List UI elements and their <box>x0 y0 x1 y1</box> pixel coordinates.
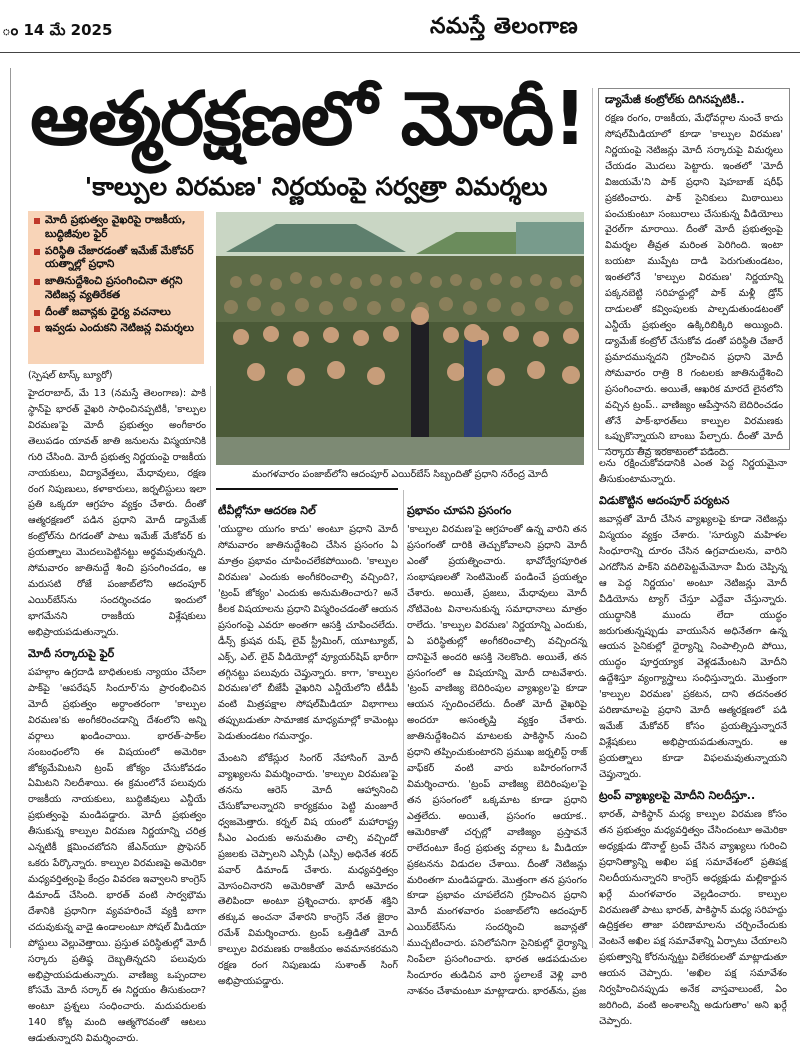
section-heading: ప్రభావం చూపని ప్రసంగం <box>407 504 512 517</box>
paragraph: హైదరాబాద్, మే 13 (నమస్తే తెలంగాణ): పాకి స్థాన్‌పై భారత్ వైఖరి సాధించినప్పటికీ, 'కాల్పుల విరమణ'పై మోదీ ప్రభుత్వం అంగీకారం తెలుపడం యావత్ జాతి జనులను విస్మయానికి గురి చేసింది. మోదీ ప్రభుత్వ నిర్ణయంపై రాజకీయ నాయకులు, విద్యావేత్తలు, మేధావులు, రక్షణ రంగ నిపుణులు, కళాకారులు, జర్నలిస్టులు ఇలా ప్రతి ఒక్కరూ ఆగ్రహం వ్యక్తం చేశారు. దీంతో ఆత్మరక్షణలో పడిన ప్రధాని మోదీ డ్యామేజ్ కంట్రోల్‌ను దిగడంతో పాటు ఇమేజ్ మేకోవర్ కు ప్రయత్నాలు మొదలుపెట్టినట్టు అర్థమవుతున్నది. సోమవారం జాతినుద్దే శించి ప్రసంగించడం, ఆ మరుసటి రోజే పంజాబ్‌లోని ఆదంపూర్ ఎయిర్‌బేస్‌ను సందర్శించడం ఇందులో భాగమేనని రాజకీయ విశ్లేషకులు అభిప్రాయపడుతున్నారు. <box>28 388 206 638</box>
photo-caption: మంగళవారం పంజాబ్‌లోని ఆదంపూర్ ఎయిర్‌బేస్ సిబ్బందితో ప్రధాని నరేంద్ర మోదీ <box>216 465 584 485</box>
highlights-box <box>28 211 204 364</box>
article-column-b <box>218 498 398 991</box>
main-headline: ఆత్మరక్షణలో మోదీ! <box>30 76 586 162</box>
paragraph: భారత్, పాకిస్థాన్ మధ్య కాల్పుల విరమణ కోసం తన ప్రభుత్వం మధ్యవర్తిత్వం చేసిందంటూ అమెరికా అధ్యక్షుడు డొనాల్డ్ ట్రంప్ చేసిన వ్యాఖ్యలు గురించి ప్రధానిత్యాన్ని అఖిల పక్ష సమావేశంలో ప్రతిపక్ష నిలదీయనున్నారని కాంగ్రెస్ అధ్యక్షుడు మల్లికార్జున ఖర్గే మంగళవారం వెల్లడించారు. కాల్పుల విరమణతో పాటు భారత్, పాకిస్థాన్ మధ్య సరిహద్దు ఉద్రిక్తతల తాజా పరిణామాలను చర్చించేందుకు వెంటనే అఖిల పక్ష సమావేశాన్ని ఏర్పాటు చేయాలని ప్రభుత్వాన్ని కోరనున్నట్టు విలేకరులతో మాట్లాడుతూ ఆయన చెప్పారు. 'అఖిల పక్ష సమావేశం నిర్వహించినప్పుడు అనేక వాస్తవాలుంటే, ఏం జరిగింది, వంటి అంశాలన్నీ అడుగుతాం' అని ఖర్గే చెప్పారు. <box>599 809 787 1027</box>
paragraph: పహల్గాం ఉగ్రదాడి బాధితులకు న్యాయం చేసేలా పాక్‌పై 'ఆపరేషన్ సిందూర్'ను ప్రారంభించిన మోదీ ప్రభుత్వం అర్ధాంతరంగా 'కాల్పుల విరమణ'కు అంగీకరించడాన్ని దేశంలోని అన్ని వర్గాలు ఖండించాయి. భారత్-పాక్‌ల సంబంధంలోని ఈ విషయంలో అమెరికా జోక్యమేమిటని ట్రంప్ జోక్యం చేసుకోవడం ఏమిటని నిలదీశాయి. ఈ క్రమంలోనే పలువురు రాజకీయ నాయకులు, బుద్ధిజీవులు ఎన్డీయే ప్రభుత్వంపై మండిపడ్డారు. మోదీ ప్రభుత్వం తీసుకున్న కాల్పుల విరమణ నిర్ణయాన్ని చరిత్ర ఎన్నటికీ క్షమించబోదని జేఎన్‌యూ ప్రొఫెసర్ ఒకరు పేర్కొన్నారు. కాల్పుల విరమణపై అమెరికా మధ్యవర్తిత్వంపై కేంద్రం వివరణ ఇవ్వాలని కాంగ్రెస్ డిమాండ్ చేసింది. భారత్ వంటి సార్వభౌమ దేశానికి ప్రధానిగా వ్యవహరించే వ్యక్తి బాగా చదువుకున్న వాడై ఉండాలంటూ సోషల్ మీడియా పోస్టులు వెల్లువెత్తాయి. ప్రస్తుత పరిస్థితుల్లో మోదీ సర్కారు ప్రతిష్ఠ దెబ్బతిన్నదని పలువురు అభిప్రాయపడుతున్నారు. వాణిజ్య ఒప్పందాల కోసమే మోదీ సర్కార్ ఈ నిర్ణయం తీసుకుందా? అంటూ ప్రశ్నలు సంధించారు. మదుపరులకు 140 కోట్ల మంది ఆత్మగౌరవంతో ఆటలు ఆడుతున్నారని విమర్శించారు. <box>28 667 207 1045</box>
paragraph: 'యుద్ధాల యుగం కాదు' అంటూ ప్రధాని మోదీ సోమవారం జాతినుద్దేశించి చేసిన ప్రసంగం ఏ మాత్రం ప్రభావం చూపించలేకపోయింది. 'కాల్పుల విరమణ' ఎందుకు అంగీకరించాల్సి వచ్చింది?, 'ట్రంప్ జోక్యం' ఎందుకు అనుమతించారు? అనే కీలక విషయాలను ప్రధాని విస్మరించడంతో ఆయన ప్రసంగంపై ఎవరూ అంతగా ఆసక్తి చూపించలేదు. డీన్స్ క్రుషవ రుష్, లైవ్ స్ట్రీమింగ్, యూట్యూబ్, ఎక్స్, ఎల్. లైవ్ వీడియోల్లో వ్యూయర్‌షిప్ భారీగా తగ్గినట్టు పలువురు చెప్తున్నారు. కాగా, 'కాల్పుల విరమణ'లో బీజేపీ వైఖరిని ఎన్డీయేలోని టీడీపీ వంటి మిత్రపక్షాల సోషల్‌మీడియా విభాగాలు తప్పుబడుతూ సామాజిక మాధ్యమాల్లో కామెంట్లు పెడుతుండటం గమనార్హం. <box>218 524 398 743</box>
news-photo <box>216 212 584 465</box>
newspaper-masthead: నమస్తే తెలంగాణ <box>430 14 579 39</box>
paragraph: రక్షణ రంగం, రాజకీయ, మేధోవర్గాల నుంచే కాదు సోషల్‌మీడియాలో కూడా 'కాల్పుల విరమణ' నిర్ణయంపై నెటిజన్లు మోదీ సర్కారుపై విమర్శలు చేయడం మొదలు పెట్టారు. ఇంతలో 'మోదీ విజయమే'ని పాక్ ప్రధాని షెహబాజ్ షరీఫ్ ప్రకటించారు. పాక్ సైనికులు మిఠాయిలు పంచుకుంటూ సంబురాలు చేసుకున్న వీడియోలు వైరల్‌గా మారాయి. దీంతో మోదీ ప్రభుత్వంపై విమర్శల తీవ్రత మరింత పెరిగింది. ఇంటా బయటా ముప్పేట దాడి పెరుగుతుండటం, ఇంతలోనే 'కాల్పుల విరమణ' నిర్ణయాన్ని పక్కనబెట్టి సరిహద్దుల్లో పాక్ మళ్లీ డ్రోన్ దాడులతో కవ్వింపులకు పాల్పడుతుండటంతో ఎన్డీయే ప్రభుత్వం ఉక్కిరిబిక్కిరి అయ్యింది. డ్యామేజ్ కంట్రోల్ చేసుకోవ డంతో పరిస్థితి చేజారే ప్రమాదమున్నదని గ్రహించిన ప్రధాని మోదీ సోమవారం రాత్రి 8 గంటలకు జాతినుద్దేశించి ప్రసంగించారు. అయితే, ఆఖరిక మారదే లైనలోని వచ్చిన ట్రంప్.. వాణిజ్యం ఆపేస్తానని బెదిరించడం తోనే పాక్-భారత్‌లు కాల్పుల విరమణకు ఒప్పుకొన్నాయని బాంబు పేల్చారు. దీంతో మోదీ సర్కారు తీవ్ర ఇరకాటంలో పడింది. <box>605 113 783 459</box>
article-column-c <box>407 498 587 1001</box>
section-heading: ట్రంప్ వ్యాఖ్యలపై మోదీని నిలదీస్తూ.. <box>599 788 756 802</box>
paragraph: లను రక్షించుకోవడానికి ఎంత పెద్ద నిర్ణయమైనా తీసుకుంటామన్నారు. <box>599 458 787 485</box>
highlight-item: మోదీ ప్రభుత్వం వైఖరిపై రాజకీయ, బుద్ధిజీవుల ఫైర్ <box>34 214 198 242</box>
paragraph: మేంటని బోకేస్లుర సింగర్ నేహాసింగ్ మోదీ వ్యాఖ్యలను విమర్శించారు. 'కాల్పుల విరమణ'పై తనను ఆరెస్ మోదీ ఆహ్వానించి చేసుకోవాలన్నారని కార్యక్రమం పెట్టి మంజూరే ధ్వజమెత్తారు. కర్నల్ విష యంలో మహారాష్ట్ర సీఎం ఎందుకు అనుమతిం చాల్సి వచ్చిందో ప్రజలకు చెప్పాలని ఎన్సీపీ (ఎస్పీ) అధినేత శరద్ పవార్ డిమాండ్ చేశారు. మధ్యవర్తిత్వం మోసంచినారని అమెరికాతో మోదీ ఆమోదం తెలిపిందా అంటూ ప్రశ్నించారు. భారత్ శక్తిని తక్కువ అంచనా వేశారని కాంగ్రెస్ నేత జైరాం రమేశ్ విమర్శించారు. ట్రంప్ ఒత్తిడితో మోదీ కాల్పుల విరమణకు రాజకీయం అవమానకరమని రక్షణ రంగ నిపుణుడు సుశాంత్ సింగ్ అభిప్రాయపడ్డారు. <box>218 753 398 988</box>
section-heading: టీవీల్లోనూ ఆదరణ నిల్ <box>218 504 316 517</box>
page-header <box>0 0 800 53</box>
highlight-item: జాతినుద్దేశించి ప్రసంగించినా తగ్గని నెటిజన్ల వ్యతిరేకత <box>34 275 198 303</box>
photo-illustration <box>216 212 584 465</box>
byline: (స్పెషల్ టాస్క్ బ్యూరో) <box>28 370 113 381</box>
section-heading: విడుకొట్టిన ఆదంపూర్ పర్యటన <box>599 493 730 507</box>
column-b-text <box>218 502 398 990</box>
article-column-e <box>599 456 787 1031</box>
article-column-a <box>28 386 206 1048</box>
column-separator <box>403 490 404 946</box>
sidebar-text <box>605 111 783 461</box>
sidebar-heading: డ్యామేజీ కంట్రోల్‌కు దిగినప్పటికీ.. <box>605 93 745 106</box>
highlight-item: ఇవ్వడు ఎందుకని నెటిజన్ల విమర్శలు <box>34 322 198 336</box>
column-c-text <box>407 502 587 1000</box>
highlight-item: దీంతో జవాన్లకు ధైర్య వచనాలు <box>34 306 198 320</box>
paragraph: 'కాల్పుల విరమణ'పై ఆగ్రహంతో ఉన్న వారిని తన ప్రసంగంతో దారికి తెచ్చుకోవాలని ప్రధాని మోదీ ఎంతో ప్రయత్నించారు. భావోద్వేగపూరిత సంభాషణలతో సెంటిమెంట్ పండించే ప్రయత్నం చేశారు. అయితే, ప్రజలు, మేధావులు మోదీ నోటివెంట వినాలనుకున్న సమాధానాలు మాత్రం రాలేదు. 'కాల్పుల విరమణ' నిర్ణయాన్ని ఎందుకు, ఏ పరిస్థితుల్లో అంగీకరించాల్సి వచ్చిందన్న దానిపైనే అందరి ఆసక్తి నెలకొంది. అయితే, తన ప్రసంగంలో ఆ విషయాన్ని మోదీ దాటవేశారు. 'ట్రంప్ వాణిజ్య బెదిరింపుల వ్యాఖ్యల'పై కూడా ఆయన స్పందించలేదు. దీంతో మోదీ వైఖరిపై అందరూ అసంతృప్తి వ్యక్తం చేశారు. జాతినుద్దేశించిన మాటలకు పాకిస్థాన్ నుంచి ప్రధాని తప్పించుకుంటారని ప్రముఖ జర్నలిస్ట్ రాజ్ వాఫ్‌కర్ వంటి వారు బహిరంగంగానే విమర్శించారు. 'ట్రంప్ వాణిజ్య బెదిరింపుల'పై తన ప్రసంగంలో ఒక్కమాట కూడా ప్రధాని ఎత్తలేదు. అయితే, ప్రసంగం ఆయాక.. ఆమెరికాతో చర్చల్లో వాణిజ్యం ప్రస్తావనే రాలేదంటూ కేంద్ర ప్రభుత్వ వర్గాలు ఓ మీడియా ప్రకటనను విడుదల చేశాయి. దీంతో నెటిజన్లు మరింతగా మండిపడ్డారు. మొత్తంగా తన ప్రసంగం కూడా ప్రభావం చూపలేదని గ్రహించిన ప్రధాని మోదీ మంగళవారం పంజాబ్‌లోని ఆదంపూర్ ఎయిర్‌బేస్‌ను సందర్శించి జవాన్లతో ముచ్చటించారు. పనిలోపనిగా సైనికుల్లో ధైర్యాన్ని నింపేలా ప్రసంగించారు. భారత ఆడపడుచుల సిందూరం తుడిచిన వారి స్థలాలకే వెళ్లి వారి నాశనం చేశామంటూ మాట్లాడారు. భారత్‌ను, ప్రజ <box>407 524 587 997</box>
column-separator <box>592 88 593 948</box>
column-a-text <box>28 386 206 1047</box>
column-separator <box>210 386 211 946</box>
damage-control-sidebar <box>598 88 790 459</box>
paragraph: జవాన్లతో మోదీ చేసిన వ్యాఖ్యలపై కూడా నెటిజన్లు విస్మయం వ్యక్తం చేశారు. 'సూర్యుని మహిళల సింధూరాన్ని దూరం చేసిన ఉగ్రవాదులను, వారిని ఎగదోసిన పాక్‌ని వదిలిపెట్టమేమోనా మీరు చెప్పిన్న ఆ పెద్ద నిర్ణయం' అంటూ నెటిజన్లు మోదీ వీడియోను ట్యాగ్ చేస్తూ ఎద్దేవా చేస్తున్నారు. యుద్ధానికి ముందు లేదా యుద్ధం జరుగుతున్నప్పుడు వాయుసేన అధినేతగా ఉన్న ఆయన సైనికుల్లో ధైర్యాన్ని నింపాల్సింది పోయి, యుద్ధం పూర్తయ్యాక వెళ్లడమేంటని మోదీని ఉద్దేశిస్తూ వ్యంగ్యాస్త్రాలు సంధిస్తున్నారు. మొత్తంగా 'కాల్పుల విరమణ' ప్రకటన, దాని తదనంతర పరిణామాలపై ప్రధాని మోదీ ఆత్మరక్షణలో పడి ఇమేజ్ మేకోవర్ కోసం ప్రయత్నిస్తున్నారనే విశ్లేషకులు అభిప్రాయపడుతున్నారు. ఆ ప్రయత్నాలు కూడా విఫలమవుతున్నాయని చెప్తున్నారు. <box>599 514 787 780</box>
page-date: ం 14 మే 2025 <box>2 21 113 39</box>
left-margin-rule <box>10 68 11 948</box>
highlight-item: పరిస్థితి చేజారడంతో ఇమేజ్ మేకోవర్ యత్నాల్లో ప్రధాని <box>34 245 198 273</box>
sub-headline: 'కాల్పుల విరమణ' నిర్ణయంపై సర్వత్రా విమర్శలు <box>84 172 548 201</box>
column-e-text <box>599 456 787 1030</box>
section-heading: మోదీ సర్కారుపై ఫైర్ <box>28 646 115 660</box>
